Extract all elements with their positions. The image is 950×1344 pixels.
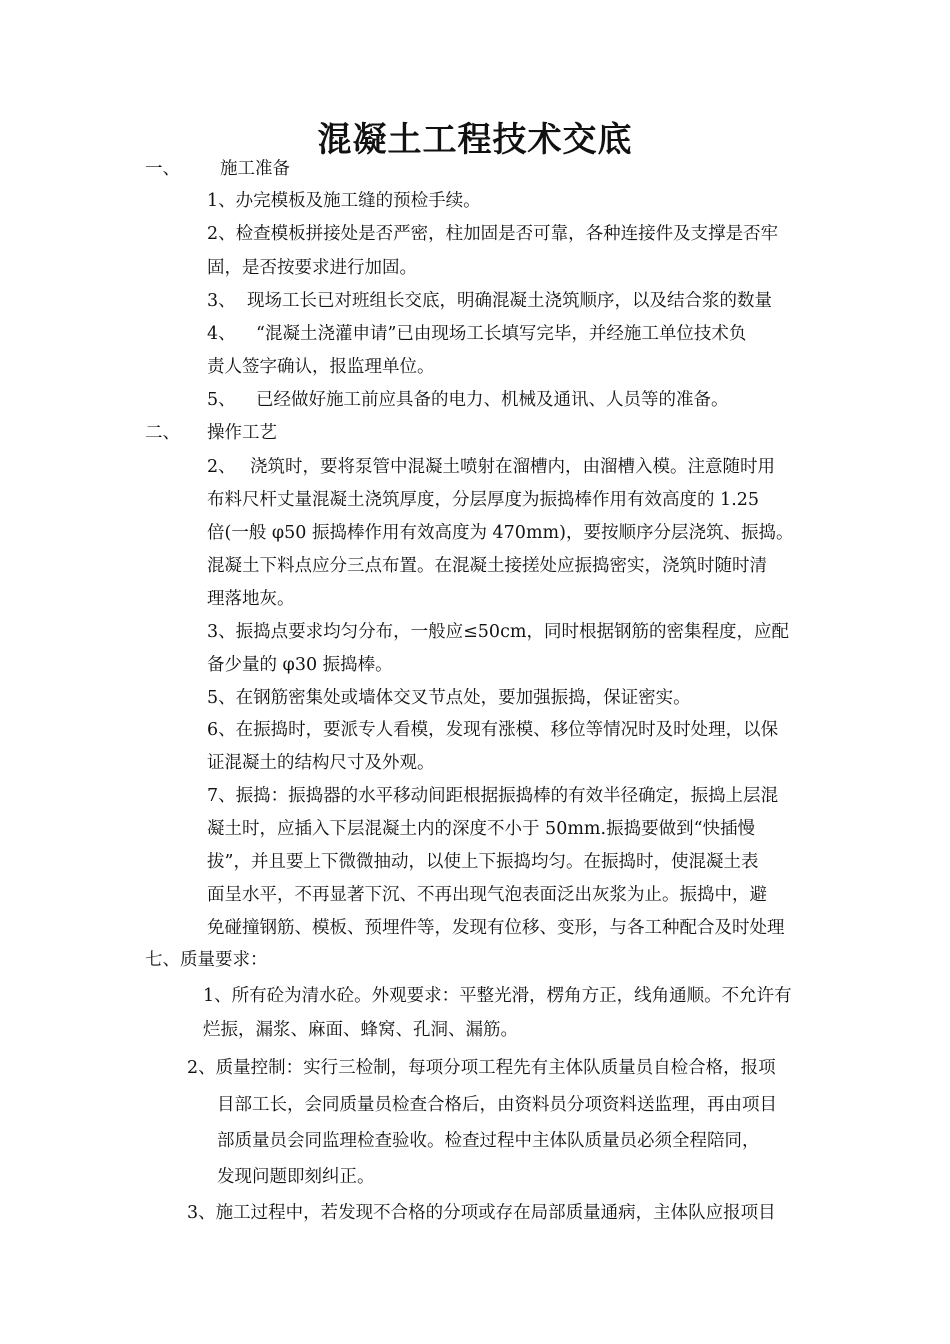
section-2-item-7-line-3: 拔”，并且要上下微微抽动，以使上下振捣均匀。在振捣时，使混凝土表 (207, 852, 759, 872)
section-7-item-1-line-2: 烂振，漏浆、麻面、蜂窝、孔洞、漏筋。 (203, 1020, 518, 1040)
section-2-item-5: 5、在钢筋密集处或墙体交叉节点处，要加强振捣，保证密实。 (207, 688, 691, 708)
section-2-item-6-line-1: 6、在振捣时，要派专人看模，发现有涨模、移位等情况时及时处理，以保 (207, 720, 779, 740)
section-2-item-2-line-4: 混凝土下料点应分三点布置。在混凝土接搓处应振捣密实，浇筑时随时清 (207, 556, 767, 576)
section-1-item-2-line-1: 2、检查模板拼接处是否严密，柱加固是否可靠，各种连接件及支撑是否牢 (207, 224, 779, 244)
section-2-item-3-line-1: 3、振捣点要求均匀分布，一般应≤50cm，同时根据钢筋的密集程度，应配 (207, 622, 789, 642)
section-2-item-3-line-2: 备少量的 φ30 振捣棒。 (207, 655, 393, 675)
section-7-heading: 七、质量要求： (145, 950, 268, 970)
section-1-item-2-line-2: 固，是否按要求进行加固。 (207, 258, 417, 278)
section-2-item-2-line-5: 理落地灰。 (207, 589, 295, 609)
section-2-item-6-line-2: 证混凝土的结构尺寸及外观。 (207, 753, 435, 773)
section-7-item-3: 3、施工过程中，若发现不合格的分项或存在局部质量通病，主体队应报项目 (187, 1203, 776, 1223)
section-7-item-1-line-1: 1、所有砼为清水砼。外观要求：平整光滑，楞角方正，线角通顺。不允许有 (203, 986, 792, 1006)
section-2-item-7-line-1: 7、振捣：振捣器的水平移动间距根据振捣棒的有效半径确定，振捣上层混 (207, 786, 779, 806)
section-1-item-4-number: 4、 (207, 324, 236, 344)
section-1-item-4-line-2: 责人签字确认，报监理单位。 (207, 357, 435, 377)
section-1-item-1: 1、办完模板及施工缝的预检手续。 (207, 191, 481, 211)
section-1-item-3-text: 现场工长已对班组长交底，明确混凝土浇筑顺序，以及结合浆的数量 (247, 291, 772, 311)
section-2-item-7-line-2: 凝土时，应插入下层混凝土内的深度不小于 50mm.振捣要做到“快插慢 (207, 819, 756, 839)
section-2-item-7-line-5: 免碰撞钢筋、模板、预埋件等，发现有位移、变形，与各工种配合及时处理 (207, 918, 785, 938)
section-2-item-2-text: 浇筑时，要将泵管中混凝土喷射在溜槽内，由溜槽入模。注意随时用 (250, 457, 775, 477)
section-1-item-3-number: 3、 (207, 291, 236, 311)
section-2-item-7-line-4: 面呈水平，不再显著下沉、不再出现气泡表面泛出灰浆为止。振捣中，避 (207, 885, 767, 905)
section-7-item-2-line-3: 部质量员会同监理检查验收。检查过程中主体队质量员必须全程陪同， (217, 1131, 760, 1151)
section-2-item-2-line-3: 倍(一般 φ50 振捣棒作用有效高度为 470mm)，要按顺序分层浇筑、振捣。 (207, 523, 794, 543)
section-1-item-5-number: 5、 (207, 390, 236, 410)
section-2-number: 二、 (145, 423, 180, 443)
section-2-item-2-number: 2、 (207, 457, 236, 477)
section-1-number: 一、 (145, 159, 180, 179)
section-7-item-2-line-4: 发现问题即刻纠正。 (217, 1167, 375, 1187)
section-7-item-2-line-2: 目部工长，会同质量员检查合格后，由资料员分项资料送监理，再由项目 (217, 1095, 777, 1115)
section-2-heading: 操作工艺 (207, 423, 277, 443)
section-1-heading: 施工准备 (220, 159, 290, 179)
section-2-item-2-line-2: 布料尺杆丈量混凝土浇筑厚度，分层厚度为振捣棒作用有效高度的 1.25 (207, 490, 760, 510)
section-7-item-2-line-1: 2、质量控制：实行三检制，每项分项工程先有主体队质量员自检合格，报项 (187, 1058, 776, 1078)
section-1-item-4-text: “混凝土浇灌申请”已由现场工长填写完毕，并经施工单位技术负 (256, 324, 747, 344)
section-1-item-5-text: 已经做好施工前应具备的电力、机械及通讯、人员等的准备。 (256, 390, 729, 410)
page-title: 混凝土工程技术交底 (317, 120, 633, 160)
